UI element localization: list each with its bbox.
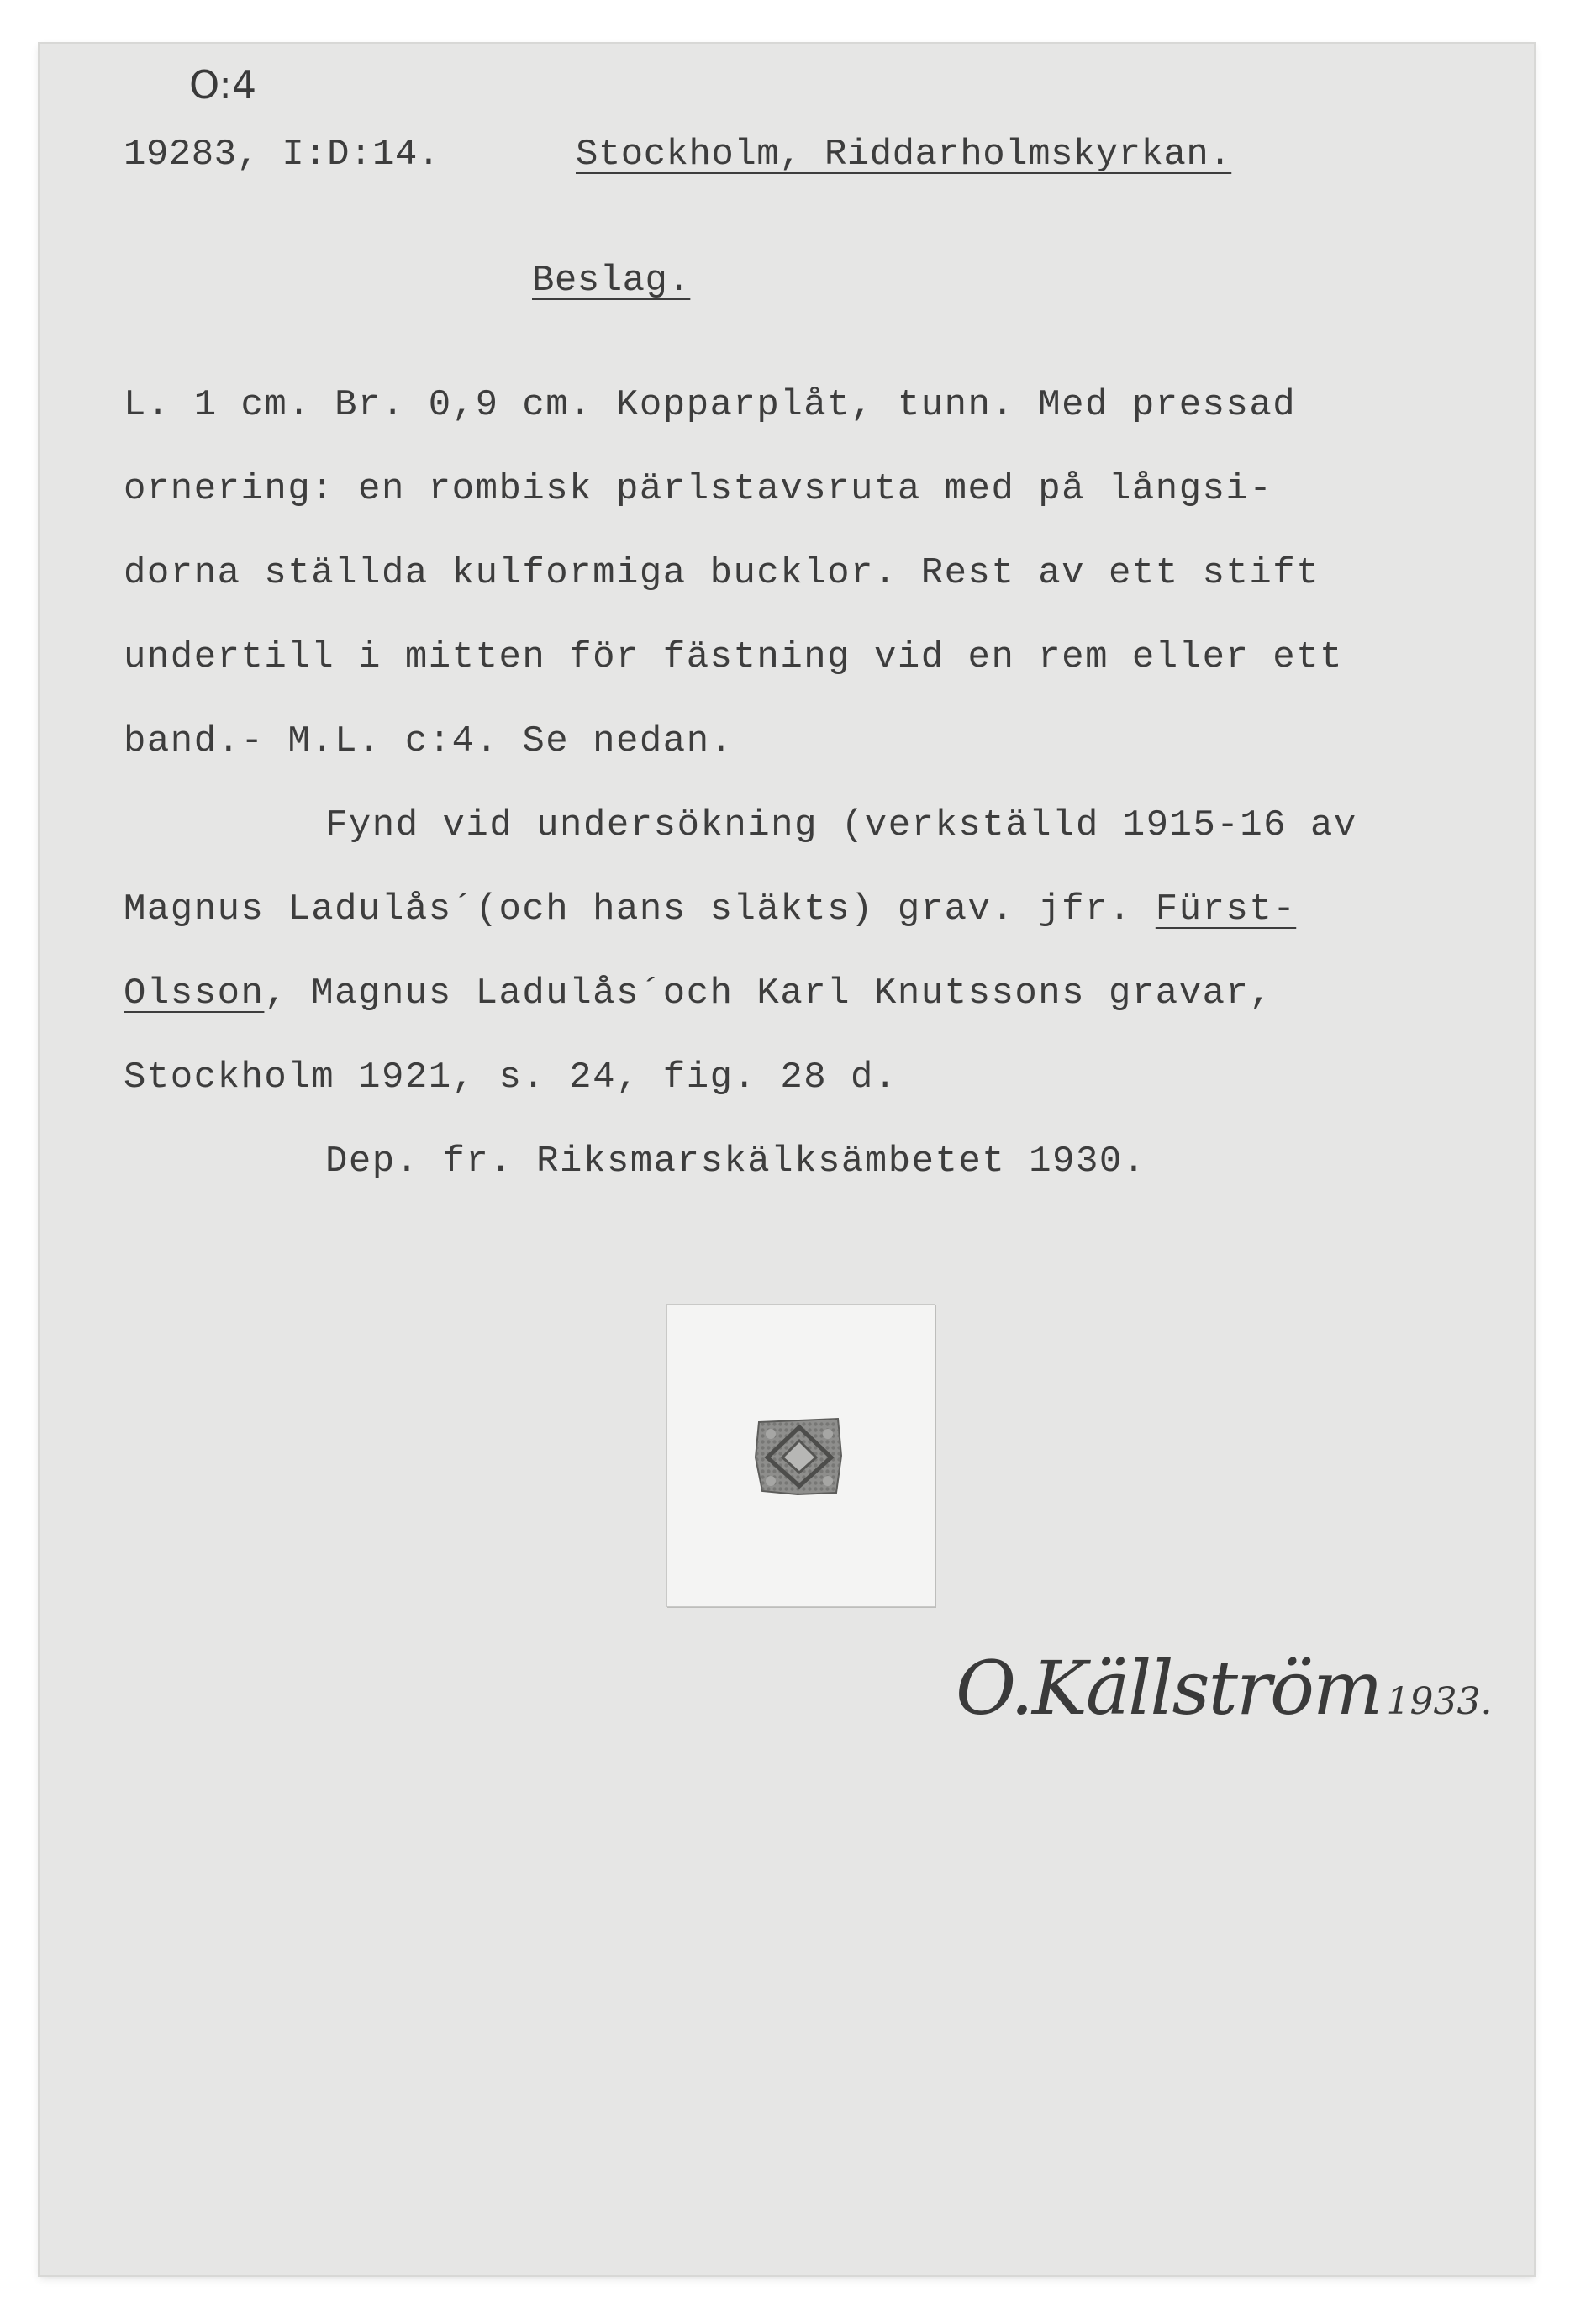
catalog-number: 19283, I:D:14. [124,134,440,176]
reference-author: Fürst- [1155,888,1297,930]
object-photo [666,1304,935,1607]
plaque-image [754,1415,845,1498]
deposit-note: Dep. fr. Riksmarskälksämbetet 1930. [325,1141,1146,1183]
find-line [124,972,1273,1014]
description-line: band.- M.L. c:4. Se nedan. [124,720,734,762]
signature [956,1645,1492,1731]
find-line-text: Magnus Ladulås´(och hans släkts) grav. jfr. [124,888,1132,930]
description-line: undertill i mitten för fästning vid en rem eller ett [124,636,1344,678]
reference-author: Olsson [124,972,265,1014]
description-line: L. 1 cm. Br. 0,9 cm. Kopparplåt, tunn. Med pressad [124,384,1297,426]
description-line: ornering: en rombisk pärlstavsruta med på långsi- [124,468,1273,510]
find-line [124,888,1297,930]
find-location: Stockholm, Riddarholmskyrkan. [576,134,1232,176]
shelf-mark: O:4 [189,62,257,108]
find-line-text: , Magnus Ladulås´och Karl Knutssons gravar, [264,972,1273,1014]
find-line: Fynd vid undersökning (verkställd 1915-16 av [325,804,1357,846]
signature-year: 1933. [1386,1680,1493,1723]
catalog-card [40,44,1534,2275]
description-line: dorna ställda kulformiga bucklor. Rest av ett stift [124,552,1320,594]
find-line: Stockholm 1921, s. 24, fig. 28 d. [124,1057,898,1099]
object-title: Beslag. [532,260,691,302]
signature-name: O.Källström [956,1645,1382,1731]
